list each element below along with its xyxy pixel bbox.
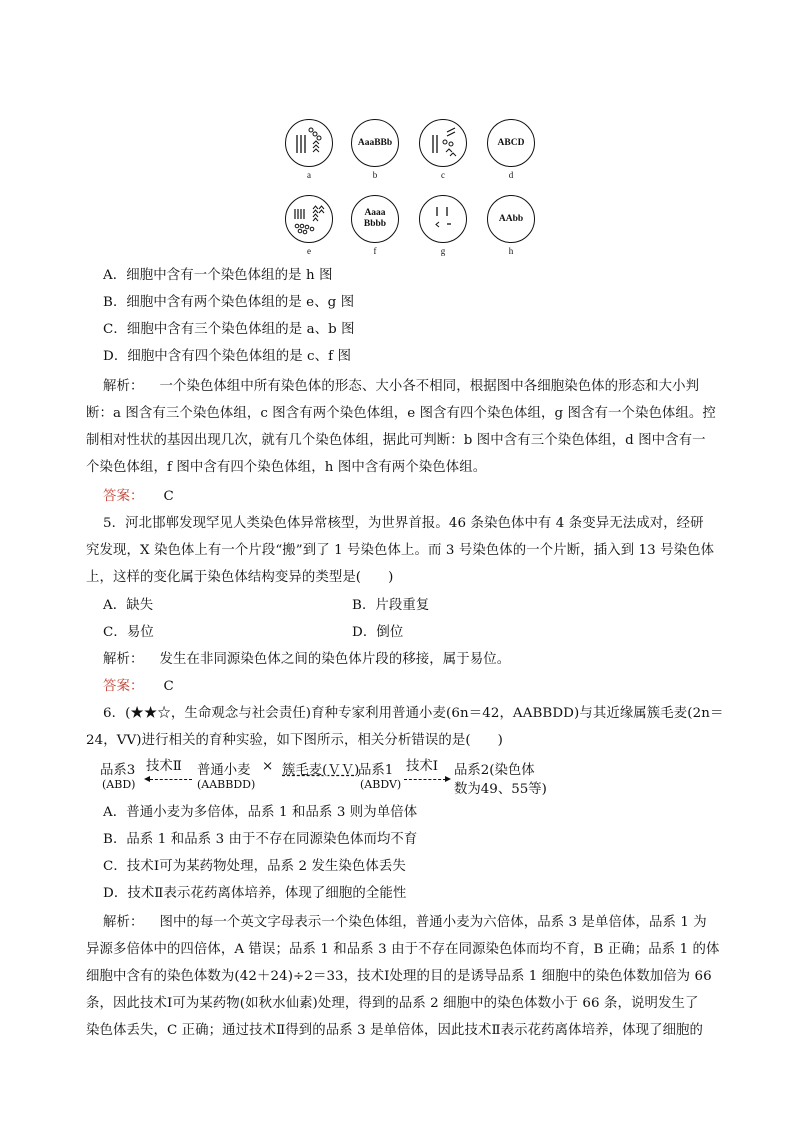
q6-stem-line-1: 6．(★★☆，生命观念与社会责任)育种专家利用普通小麦(6n＝42，AABBDD)与其近缘属簇毛麦(2n＝: [103, 706, 724, 721]
chromosome-sticks-icon: [286, 196, 332, 242]
tech1-label: 技术Ⅰ: [406, 759, 439, 774]
tech2-label: 技术Ⅱ: [146, 759, 182, 774]
analysis-text: 图中的每一个英文字母表示一个染色体组，普通小麦为六倍体，品系 3 是单倍体，品系 1 为: [159, 915, 707, 930]
cell-e-diagram: [285, 195, 333, 243]
wheat-label: 普通小麦: [197, 763, 251, 778]
q6-analysis-line-2: 异源多倍体中的四倍体，A 错误；品系 1 和品系 3 由于不存在同源染色体而均不育，B 正确；品系 1 的体: [86, 942, 720, 957]
cell-caption: e: [307, 246, 311, 256]
answer-value: C: [163, 489, 174, 504]
q5-option-d: D．倒位: [352, 625, 404, 640]
cell-b: [350, 119, 400, 180]
q5-answer: [103, 677, 174, 697]
analysis-label: 解析：: [103, 652, 144, 667]
analysis-text: 一个染色体组中所有染色体的形态、大小各不相同，根据图中各细胞染色体的形态和大小判: [159, 379, 700, 394]
cell-g: [418, 195, 468, 256]
q4-analysis-line-1: [103, 377, 699, 397]
q4-analysis-line-4: 个染色体组，f 图中含有四个染色体组，h 图中含有两个染色体组。: [86, 460, 487, 475]
line2-chromosomes: 数为49、55等): [454, 782, 547, 797]
cell-genotype: AAbb: [498, 213, 524, 224]
cell-genotype: ABCD: [497, 137, 525, 148]
hairy-wheat-label: 簇毛麦(ＶＶ): [282, 763, 360, 778]
cross-symbol: ×: [262, 759, 274, 774]
q6-stem-line-2: 24，VV)进行相关的育种实验，如下图所示，相关分析错误的是( ): [86, 733, 503, 748]
analysis-label: 解析：: [103, 915, 144, 930]
q6-analysis-line-4: 条，因此技术Ⅰ可为某药物(如秋水仙素)处理，得到的品系 2 细胞中的染色体数小于 66 条，说明发生了: [86, 996, 699, 1011]
line3-genome: (ABD): [102, 778, 136, 791]
cell-caption: d: [508, 170, 514, 180]
q6-analysis-line-1: [103, 913, 707, 933]
q4-option-a: A．细胞中含有一个染色体组的是 h 图: [103, 268, 333, 283]
cell-caption: b: [372, 170, 378, 180]
cell-caption: h: [508, 246, 514, 256]
cell-caption: g: [440, 246, 446, 256]
analysis-text: 发生在非同源染色体之间的染色体片段的移接，属于易位。: [159, 652, 511, 667]
cell-b-diagram: [351, 119, 399, 167]
q6-option-b: B．品系 1 和品系 3 由于不存在同源染色体而均不育: [103, 832, 418, 847]
line1-genome: (ABDV): [360, 778, 402, 791]
q5-analysis: [103, 650, 510, 670]
q4-option-d: D．细胞中含有四个染色体组的是 c、f 图: [103, 349, 352, 364]
line1-label: 品系1: [358, 763, 394, 778]
answer-label: 答案：: [103, 489, 144, 504]
cell-genotype: AaaBBb: [357, 137, 393, 148]
q5-stem-line-3: 上，这样的变化属于染色体结构变异的类型是( ): [86, 570, 394, 585]
q6-analysis-line-3: 细胞中含有的染色体数为(42＋24)÷2＝33，技术Ⅰ处理的目的是诱导品系 1 细胞中的染色体数加倍为 66: [86, 969, 712, 984]
line2-label: 品系2(染色体: [454, 763, 535, 778]
q6-option-a: A．普通小麦为多倍体，品系 1 和品系 3 则为单倍体: [103, 805, 418, 820]
cell-h: [486, 195, 536, 256]
q6-option-c: C．技术Ⅰ可为某药物处理，品系 2 发生染色体丢失: [103, 859, 406, 874]
cell-f: [350, 195, 400, 256]
cell-genotype: Aaaa Bbbb: [363, 208, 387, 229]
chromosome-sticks-icon: [420, 120, 466, 166]
cell-e: [284, 195, 334, 256]
chromosome-sticks-icon: [420, 196, 466, 242]
q5-stem-line-2: 究发现，X 染色体上有一个片段“搬”到了 1 号染色体上。而 3 号染色体的一个片断，插入到 13 号染色体: [86, 543, 715, 558]
arrow-line: [150, 779, 192, 780]
cell-h-diagram: [487, 195, 535, 243]
cell-c-diagram: [419, 119, 467, 167]
cell-caption: c: [441, 170, 445, 180]
cell-a: [284, 119, 334, 180]
line3-label: 品系3: [100, 763, 136, 778]
q5-option-c: C．易位: [103, 625, 154, 640]
q4-analysis-line-2: 断：a 图含有三个染色体组，c 图含有两个染色体组，e 图含有四个染色体组，g 图含有一个染色体组。控: [86, 406, 716, 421]
analysis-label: 解析：: [103, 379, 144, 394]
answer-label: 答案：: [103, 679, 144, 694]
q4-analysis-line-3: 制相对性状的基因出现几次，就有几个染色体组，据此可判断：b 图中含有三个染色体组，d 图中含有一: [86, 433, 706, 448]
cell-g-diagram: [419, 195, 467, 243]
cell-a-diagram: [285, 119, 333, 167]
q6-option-d: D．技术Ⅱ表示花药离体培养，体现了细胞的全能性: [103, 886, 407, 901]
cell-caption: a: [307, 170, 311, 180]
q5-stem-line-1: 5．河北邯郸发现罕见人类染色体异常核型，为世界首报。46 条染色体中有 4 条变异无法成对，经研: [103, 516, 704, 531]
arrow-line: [404, 779, 446, 780]
chromosome-sticks-icon: [286, 120, 332, 166]
cell-c: [418, 119, 468, 180]
q5-option-a: A．缺失: [103, 598, 154, 613]
q6-analysis-line-5: 染色体丢失，C 正确；通过技术Ⅱ得到的品系 3 是单倍体，因此技术Ⅱ表示花药离体培养，体现了细胞的: [86, 1023, 704, 1038]
q4-option-c: C．细胞中含有三个染色体组的是 a、b 图: [103, 322, 355, 337]
cell-d: [486, 119, 536, 180]
q4-option-b: B．细胞中含有两个染色体组的是 e、g 图: [103, 295, 355, 310]
chromosome-cell-figure: [270, 115, 550, 265]
arrow-right-icon: [445, 776, 451, 782]
wheat-genome: (AABBDD): [197, 778, 256, 791]
breeding-scheme: [100, 759, 560, 799]
cell-f-diagram: [351, 195, 399, 243]
cell-d-diagram: [487, 119, 535, 167]
q5-option-b: B．片段重复: [352, 598, 430, 613]
q4-answer: [103, 487, 174, 507]
answer-value: C: [163, 679, 174, 694]
cell-caption: f: [373, 246, 377, 256]
